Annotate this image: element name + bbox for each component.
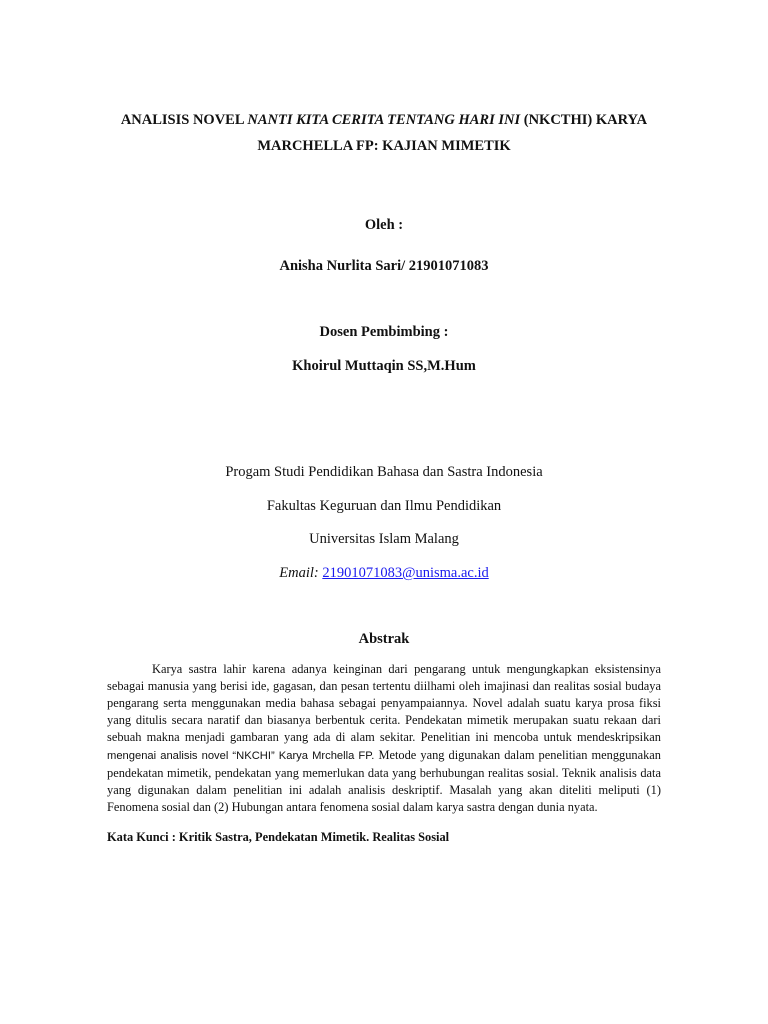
author-by-label: Oleh : bbox=[364, 217, 404, 233]
abstract-line-5: sebuah makna menjadi gambaran yang ada di alam sekitar. Penelitian ini mencoba untuk mendeskripsikan bbox=[107, 730, 661, 744]
keywords: Kata Kunci : Kritik Sastra, Pendekatan Mimetik. Realitas Sosial bbox=[107, 830, 450, 844]
abstract-line-7: pendekatan mimetik, pendekatan yang memerlukan data yang berhubungan realitas sosial. Teknik analisis data bbox=[107, 766, 661, 780]
title-line-1 bbox=[0, 111, 768, 129]
abstract-heading: Abstrak bbox=[358, 631, 410, 647]
abstract-line-6-part-1: mengenai analisis novel “NKCHI” Karya Mrchella FP. bbox=[107, 750, 375, 762]
study-program: Progam Studi Pendidikan Bahasa dan Sastra Indonesia bbox=[225, 464, 543, 480]
abstract-line-6 bbox=[107, 747, 661, 764]
university: Universitas Islam Malang bbox=[309, 531, 459, 547]
abstract-line-1: Karya sastra lahir karena adanya keinginan dari pengarang untuk mengungkapkan eksistensinya bbox=[152, 662, 661, 676]
faculty: Fakultas Keguruan dan Ilmu Pendidikan bbox=[266, 498, 502, 514]
abstract-line-4: yang ditulis secara naratif dan biasanya berbentuk cerita. Pendekatan mimetik merupakan suatu rekaan dari bbox=[107, 713, 661, 727]
email-label: Email: bbox=[279, 565, 319, 581]
abstract-line-8: yang digunakan dalam penelitian ini adalah analisis deskriptif. Masalah yang akan diteliti meliputi (1) bbox=[107, 783, 661, 797]
title-prefix: ANALISIS NOVEL bbox=[120, 112, 248, 128]
email-line bbox=[0, 564, 768, 582]
author-name: Anisha Nurlita Sari/ 21901071083 bbox=[279, 258, 489, 274]
abstract-line-3: pengarang serta menggunakan media bahasa sebagai penyampaiannya. Novel adalah suatu karya prosa fiksi bbox=[107, 696, 661, 710]
title-suffix: (NKCTHI) KARYA bbox=[520, 112, 648, 128]
abstract-line-6-part-2: Metode yang digunakan dalam penelitian menggunakan bbox=[374, 748, 661, 762]
email-link[interactable]: 21901071083@unisma.ac.id bbox=[322, 565, 489, 581]
abstract-line-2: sebagai manusia yang berisi ide, gagasan, dan pesan tertentu diilhami oleh imajinasi dan realitas sosial budaya bbox=[107, 679, 661, 693]
title-line-2: MARCHELLA FP: KAJIAN MIMETIK bbox=[257, 138, 511, 154]
supervisor-name: Khoirul Muttaqin SS,M.Hum bbox=[292, 358, 476, 374]
abstract-line-9: Fenomena sosial dan (2) Hubungan antara fenomena sosial dalam karya sastra dengan dunia nyata. bbox=[107, 800, 598, 814]
novel-title: NANTI KITA CERITA TENTANG HARI INI bbox=[247, 112, 521, 128]
supervisor-label: Dosen Pembimbing : bbox=[319, 324, 449, 340]
